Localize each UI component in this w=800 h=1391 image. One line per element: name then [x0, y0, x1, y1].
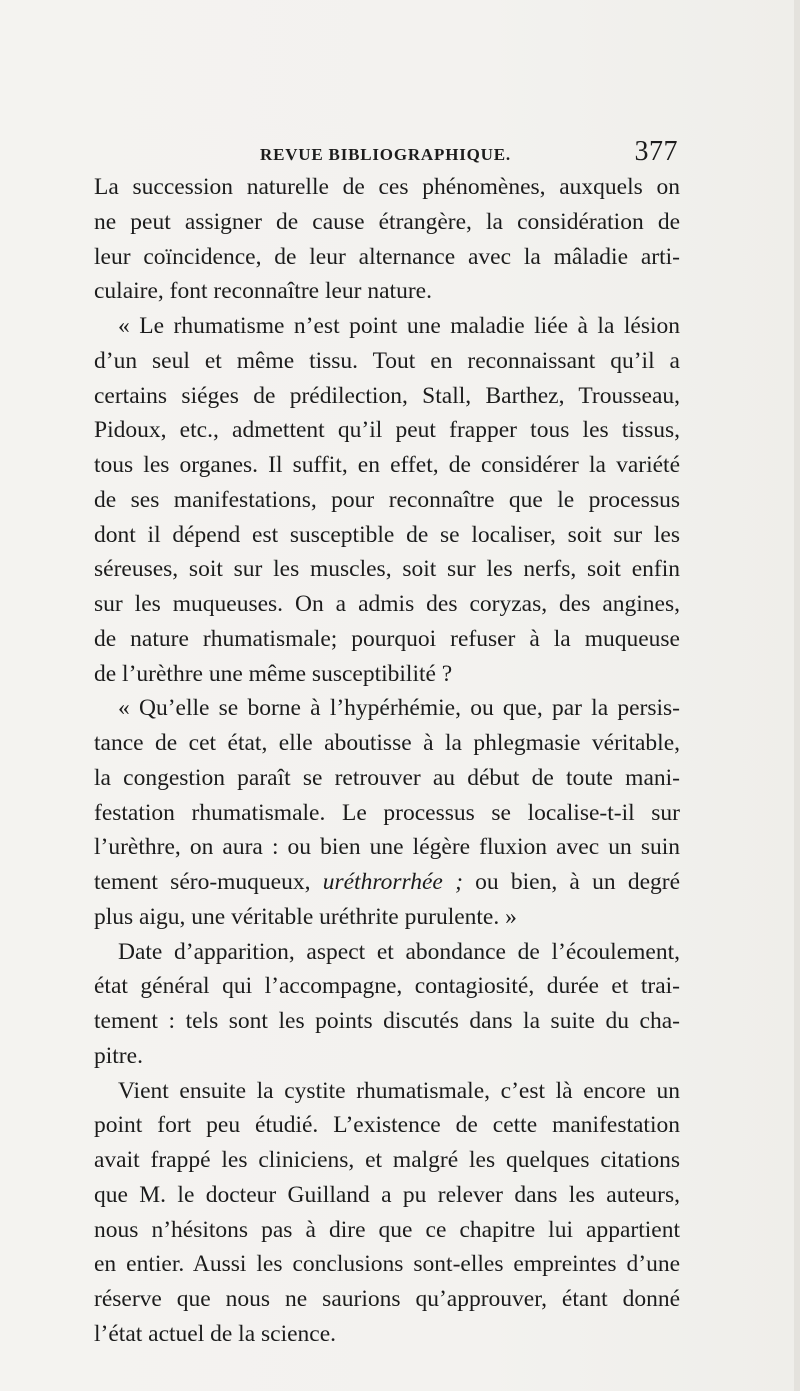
text-line: l’état actuel de la science.	[94, 1320, 337, 1347]
text-line: séreuses, soit sur les muscles, soit sur les nerfs, soit enfin	[94, 556, 680, 583]
text-line: plus aigu, une véritable uréthrite purulente. »	[94, 903, 517, 930]
text-line: pitre.	[94, 1042, 143, 1069]
italic-term: uréthrorrhée ;	[322, 869, 463, 895]
text-line: tous les organes. Il suffit, en effet, de considérer la variété	[94, 452, 680, 478]
body-text	[94, 170, 680, 1352]
text-line: festation rhumatismale. Le processus se localise-t-il sur	[94, 799, 680, 826]
text-line: tement : tels sont les points discutés dans la suite du cha-	[94, 1008, 680, 1034]
text-line: que M. le docteur Guilland a pu relever dans les auteurs,	[94, 1181, 680, 1208]
text-line: point fort peu étudié. L’existence de cette manifestation	[94, 1112, 680, 1139]
text-line: l’urèthre, on aura : ou bien une légère fluxion avec un suin	[94, 834, 680, 861]
page-number: 377	[634, 136, 678, 167]
text-line: en entier. Aussi les conclusions sont-elles empreintes d’une	[94, 1251, 680, 1278]
text-line: culaire, font reconnaître leur nature.	[94, 278, 432, 305]
text-line: réserve que nous ne saurions qu’approuver, étant donné	[94, 1286, 680, 1312]
text-line: certains siéges de prédilection, Stall, Barthez, Trousseau,	[94, 382, 680, 409]
page-edge	[794, 0, 800, 1391]
text-line: « Qu’elle se borne à l’hypérhémie, ou que, par la persis-	[118, 695, 680, 722]
text-segment: ou bien, à un degré	[462, 869, 681, 895]
text-segment: tement séro-muqueux,	[94, 869, 323, 895]
text-line: tance de cet état, elle aboutisse à la phlegmasie véritable,	[94, 730, 680, 756]
text-line: ne peut assigner de cause étrangère, la considération de	[94, 208, 680, 235]
text-line: dont il dépend est susceptible de se localiser, soit sur les	[94, 521, 680, 548]
text-line: état général qui l’accompagne, contagiosité, durée et trai-	[94, 973, 680, 1000]
text-line: de l’urèthre une même susceptibilité ?	[94, 660, 453, 687]
text-line	[94, 865, 680, 900]
text-line: leur coïncidence, de leur alternance avec la mâladie arti-	[94, 243, 680, 270]
text-line: de ses manifestations, pour reconnaître que le processus	[94, 486, 680, 513]
text-line: Vient ensuite la cystite rhumatismale, c’est là encore un	[118, 1077, 680, 1104]
page-header	[94, 134, 680, 174]
text-line: La succession naturelle de ces phénomènes, auxquels on	[94, 174, 680, 200]
text-line: « Le rhumatisme n’est point une maladie liée à la lésion	[118, 313, 680, 339]
text-line: la congestion paraît se retrouver au début de toute mani-	[94, 764, 680, 791]
text-line: Pidoux, etc., admettent qu’il peut frapper tous les tissus,	[94, 417, 680, 444]
text-line: avait frappé les cliniciens, et malgré les quelques citations	[94, 1147, 680, 1173]
text-line: Date d’apparition, aspect et abondance de l’écoulement,	[118, 938, 680, 965]
running-head: REVUE BIBLIOGRAPHIQUE.	[260, 145, 511, 164]
text-line: nous n’hésitons pas à dire que ce chapitre lui appartient	[94, 1216, 680, 1243]
text-line: sur les muqueuses. On a admis des coryzas, des angines,	[94, 591, 680, 617]
text-line: d’un seul et même tissu. Tout en reconnaissant qu’il a	[94, 347, 680, 374]
text-line: de nature rhumatismale; pourquoi refuser à la muqueuse	[94, 625, 680, 652]
